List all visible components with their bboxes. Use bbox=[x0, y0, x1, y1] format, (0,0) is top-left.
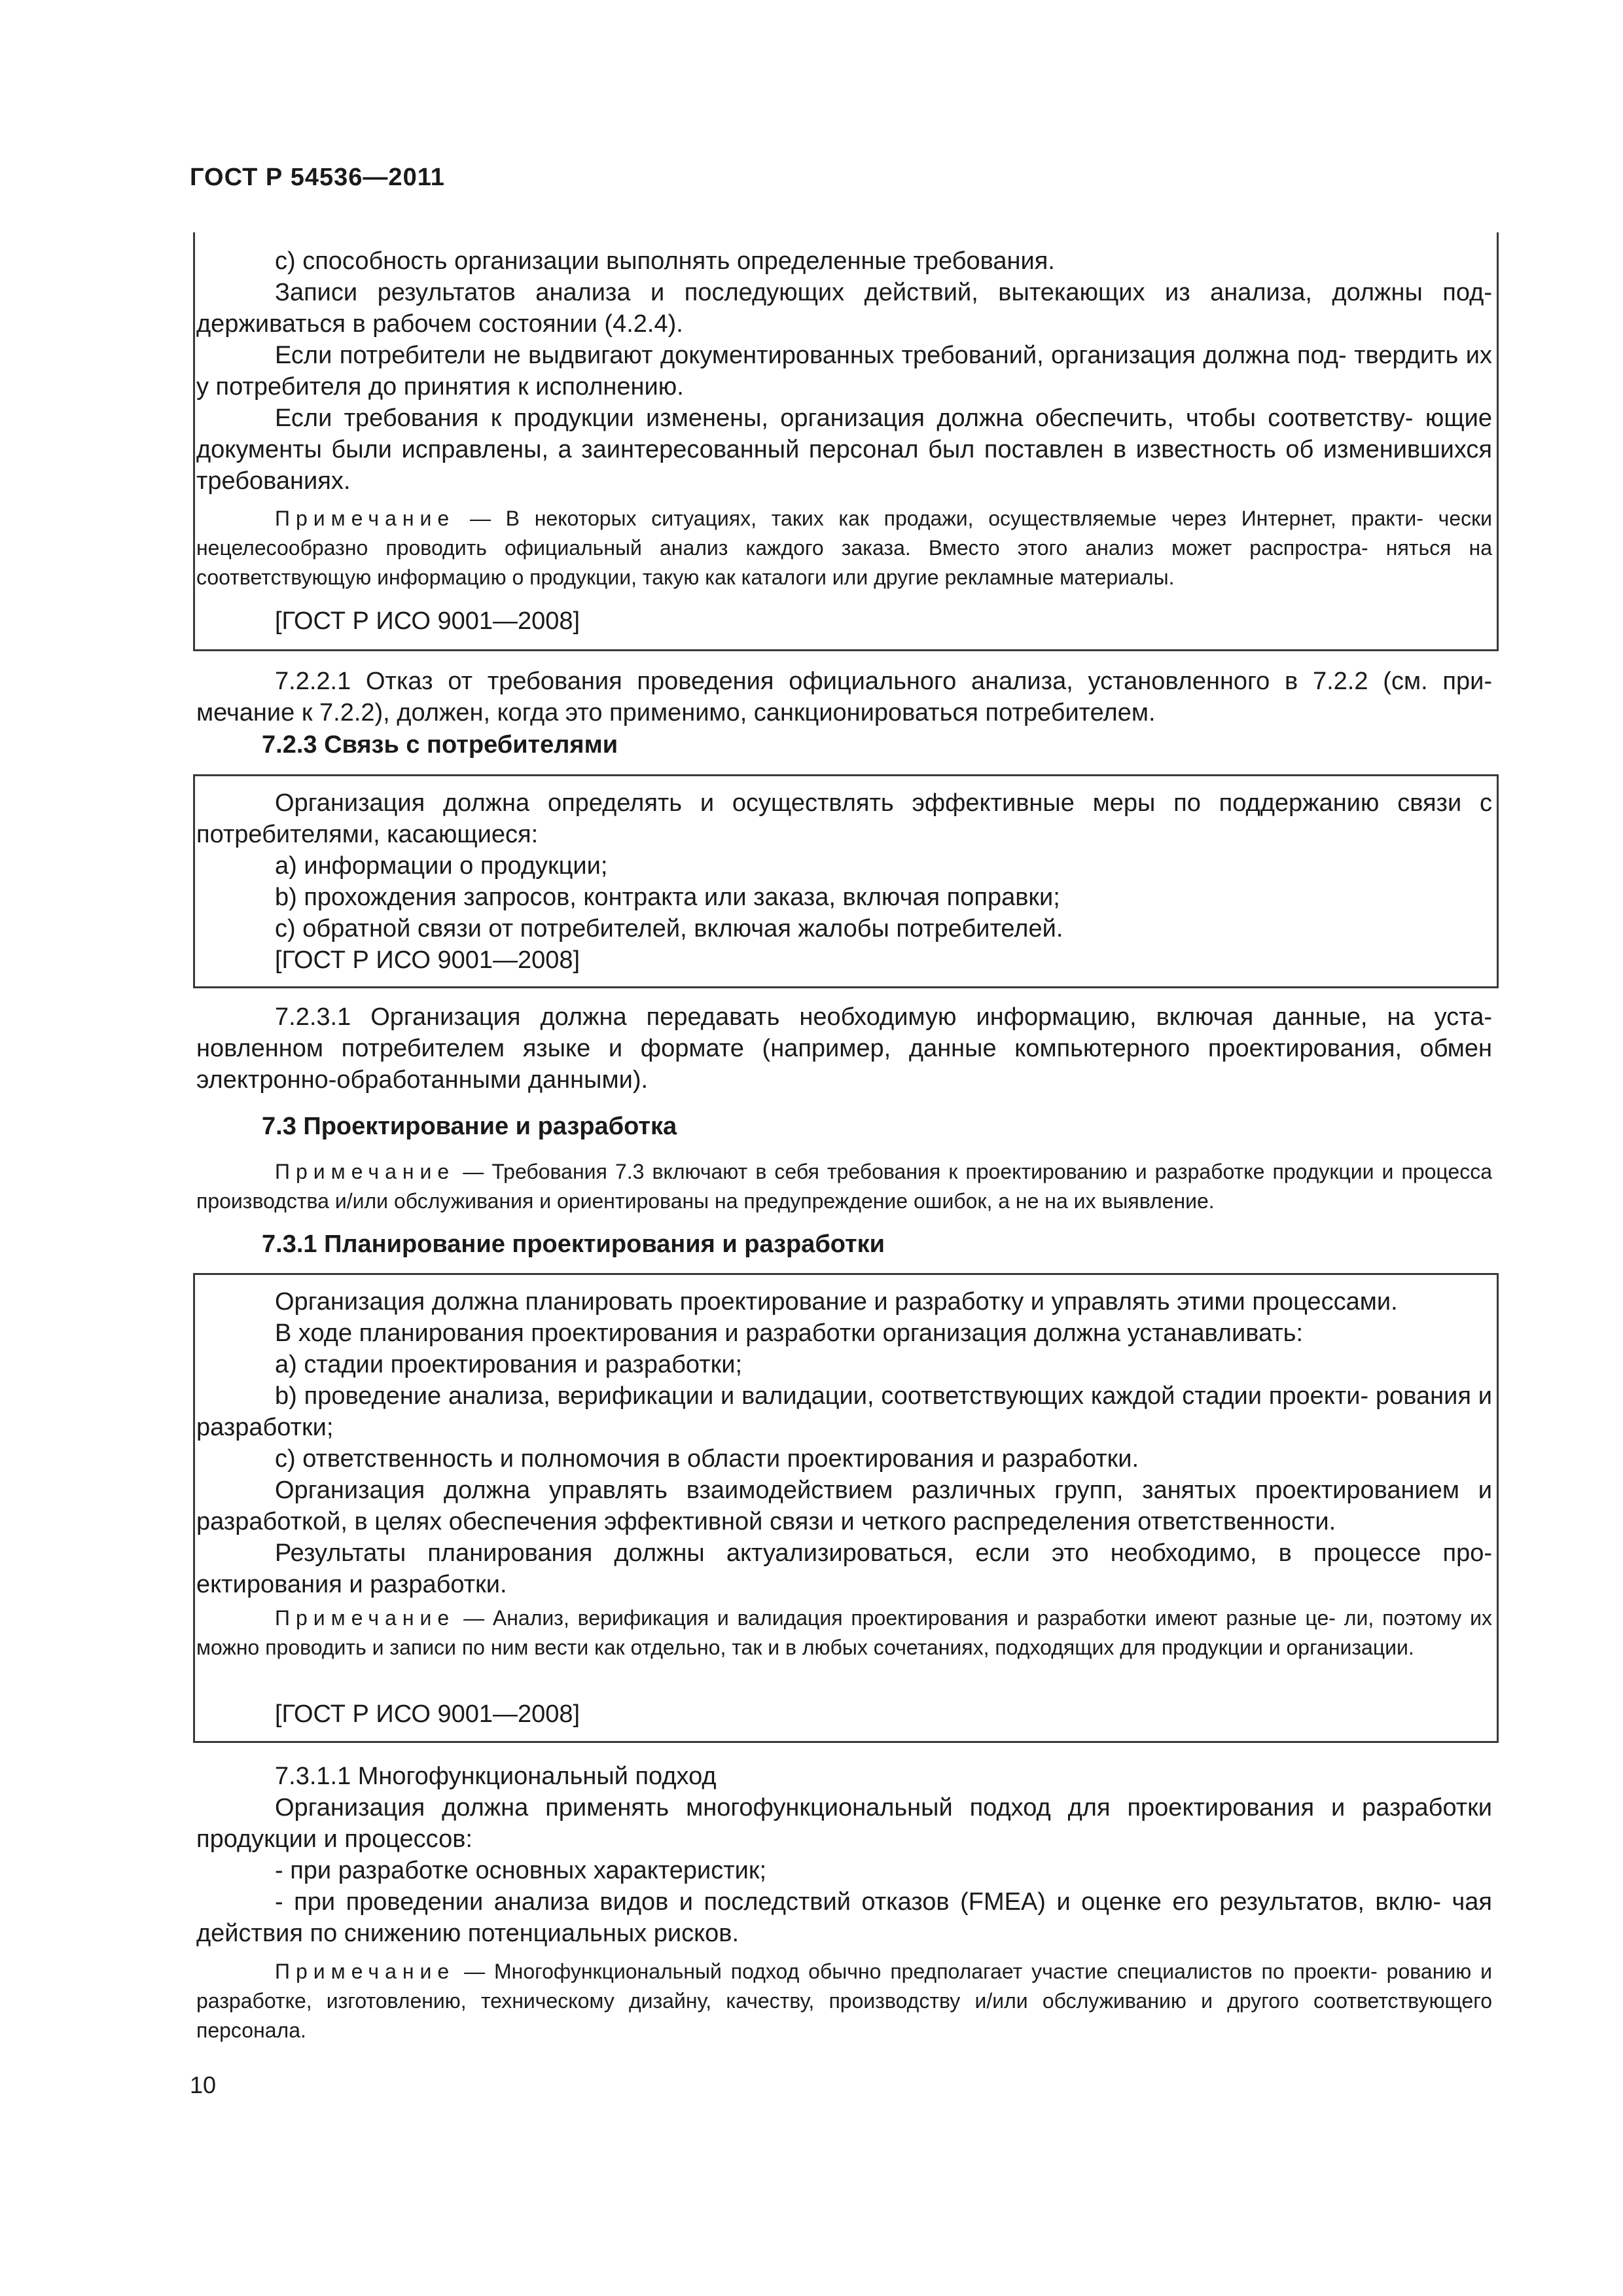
box3-paragraph-results: Результаты планирования должны актуализироваться, если это необходимо, в процессе про- ектирования и разработки. bbox=[196, 1539, 1492, 1598]
box3-paragraph-interaction: Организация должна управлять взаимодействием различных групп, занятых проектированием и разработкой, в целях обеспечения эффективной связи и четкого распределения ответственности. bbox=[196, 1477, 1492, 1535]
box3-paragraph-establish: В ходе планирования проектирования и разработки организация должна устанавливать: bbox=[275, 1319, 1304, 1347]
subclause-7-3-1-1-paragraph: Организация должна применять многофункциональный подход для проектирования и разработки продукции и процессов: bbox=[196, 1794, 1492, 1853]
subclause-7-3-1-1-dash-2: - при проведении анализа видов и последствий отказов (FMEA) и оценке его результатов, вклю- чая действия по снижению потенциальных рисков. bbox=[196, 1888, 1492, 1947]
box3-item-b: b) проведение анализа, верификации и валидации, соответствующих каждой стадии проекти- рования и разработки; bbox=[196, 1382, 1492, 1441]
box1-reference: [ГОСТ Р ИСО 9001—2008] bbox=[275, 607, 580, 635]
box3-note bbox=[196, 1604, 1492, 1662]
page-number: 10 bbox=[190, 2072, 217, 2098]
note-text: — Анализ, верификация и валидация проектирования и разработки имеют разные це- ли, поэтому их можно проводить и записи по ним вести как отдельно, так и в любых сочетаниях, подходящих для продукции и организации. bbox=[196, 1606, 1492, 1659]
note-label: Примечание bbox=[275, 507, 455, 530]
note-label: Примечание bbox=[275, 1160, 455, 1183]
box1-note bbox=[196, 504, 1492, 592]
box3-paragraph-plan: Организация должна планировать проектирование и разработку и управлять этими процессами. bbox=[275, 1288, 1398, 1316]
clause-7-2-3-1: 7.2.3.1 Организация должна передавать необходимую информацию, включая данные, на уста- новленном потребителем языке и формате (например, данные компьютерного проектирования, обмен электронно-обработанными данными). bbox=[196, 1003, 1492, 1094]
note-text: — В некоторых ситуациях, таких как продажи, осуществляемые через Интернет, практи- чески нецелесообразно проводить официальный анализ каждого заказа. Вместо этого анализ может распростра- няться на соответствующую информацию о продукции, такую как каталоги или другие рекламные материалы. bbox=[196, 507, 1492, 589]
note-label: Примечание bbox=[275, 1606, 455, 1630]
box1-paragraph-changes: Если требования к продукции изменены, организация должна обеспечить, чтобы соответству- ющие документы были исправлены, а заинтересованный персонал был поставлен в известность об изменившихся требованиях. bbox=[196, 404, 1492, 495]
box2-reference: [ГОСТ Р ИСО 9001—2008] bbox=[275, 946, 580, 974]
box3-reference: [ГОСТ Р ИСО 9001—2008] bbox=[275, 1700, 580, 1728]
note-text: — Требования 7.3 включают в себя требования к проектированию и разработке продукции и процесса производства и/или обслуживания и ориентированы на предупреждение ошибок, а не на их выявление. bbox=[196, 1160, 1492, 1213]
box2-item-c: с) обратной связи от потребителей, включая жалобы потребителей. bbox=[275, 915, 1063, 942]
note-text: — Многофункциональный подход обычно предполагает участие специалистов по проекти- рованию и разработке, изготовлению, техническому дизайну, качеству, производству и/или обслуживанию и другого соответствующего персонала. bbox=[196, 1960, 1492, 2042]
box2-item-b: b) прохождения запросов, контракта или заказа, включая поправки; bbox=[275, 884, 1060, 911]
subclause-7-3-1-1-note bbox=[196, 1957, 1492, 2045]
box2-item-a: а) информации о продукции; bbox=[275, 852, 608, 880]
note-label: Примечание bbox=[275, 1960, 455, 1983]
clause-7-2-2-1: 7.2.2.1 Отказ от требования проведения официального анализа, установленного в 7.2.2 (см. при- мечание к 7.2.2), должен, когда это применимо, санкционироваться потребителем. bbox=[196, 668, 1492, 726]
heading-7-2-3: 7.2.3 Связь с потребителями bbox=[262, 731, 618, 759]
heading-7-3: 7.3 Проектирование и разработка bbox=[262, 1113, 677, 1140]
note-7-3 bbox=[196, 1157, 1492, 1216]
subclause-7-3-1-1-dash-1: - при разработке основных характеристик; bbox=[275, 1857, 767, 1884]
document-id: ГОСТ Р 54536—2011 bbox=[190, 164, 445, 191]
box3-item-a: а) стадии проектирования и разработки; bbox=[275, 1351, 743, 1378]
box2-paragraph: Организация должна определять и осуществлять эффективные меры по поддержанию связи с потребителями, касающиеся: bbox=[196, 789, 1492, 848]
subclause-7-3-1-1-title: 7.3.1.1 Многофункциональный подход bbox=[275, 1763, 717, 1790]
box1-paragraph-records: Записи результатов анализа и последующих действий, вытекающих из анализа, должны под- держиваться в рабочем состоянии (4.2.4). bbox=[196, 279, 1492, 338]
heading-7-3-1: 7.3.1 Планирование проектирования и разработки bbox=[262, 1230, 885, 1258]
box1-paragraph-confirm: Если потребители не выдвигают документированных требований, организация должна под- твердить их у потребителя до принятия к исполнению. bbox=[196, 342, 1492, 401]
box3-item-c: с) ответственность и полномочия в области проектирования и разработки. bbox=[275, 1445, 1139, 1473]
box1-item-c: с) способность организации выполнять определенные требования. bbox=[275, 247, 1055, 275]
